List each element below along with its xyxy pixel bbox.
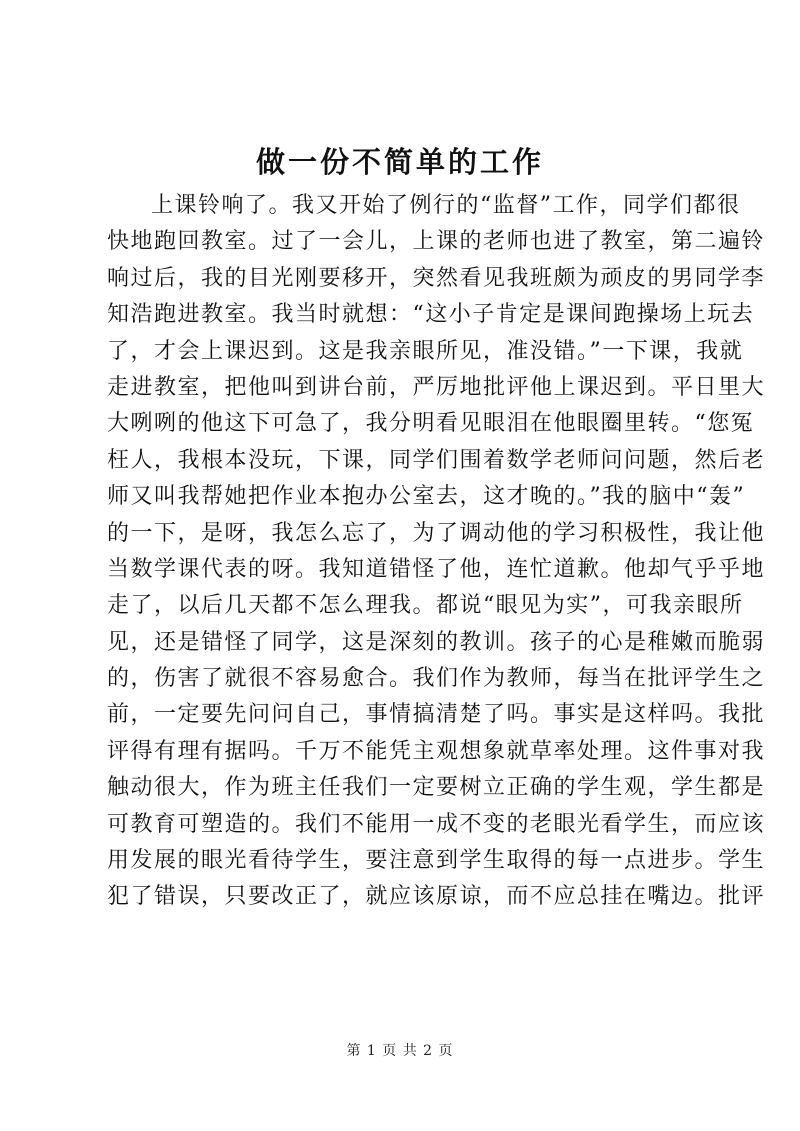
document-title: 做一份不简单的工作 (255, 145, 544, 179)
body-line: 见，还是错怪了同学，这是深刻的教训。孩子的心是稚嫩而脆弱 (107, 629, 766, 655)
body-line: 评得有理有据吗。千万不能凭主观想象就草率处理。这件事对我 (107, 738, 766, 764)
body-line: 用发展的眼光看待学生，要注意到学生取得的每一点进步。学生 (107, 848, 766, 874)
body-line: 上课铃响了。我又开始了例行的“监督”工作，同学们都很 (151, 193, 741, 218)
body-line: 枉人，我根本没玩，下课，同学们围着数学老师问问题，然后老 (107, 447, 766, 473)
body-line: 大咧咧的他这下可急了，我分明看见眼泪在他眼圈里转。“您冤 (107, 411, 755, 437)
body-line: 的一下，是呀，我怎么忘了，为了调动他的学习积极性，我让他 (107, 520, 766, 546)
body-line: 触动很大，作为班主任我们一定要树立正确的学生观，学生都是 (107, 775, 766, 801)
body-line: 响过后，我的目光刚要移开，突然看见我班颇为顽皮的男同学李 (107, 265, 766, 291)
body-line: 的，伤害了就很不容易愈合。我们作为教师，每当在批评学生之 (107, 666, 766, 692)
body-line: 走进教室，把他叫到讲台前，严厉地批评他上课迟到。平日里大 (107, 374, 766, 400)
page-indicator: 第 1 页 共 2 页 (346, 1043, 454, 1059)
body-line: 犯了错误，只要改正了，就应该原谅，而不应总挂在嘴边。批评 (107, 884, 766, 910)
body-line: 师又叫我帮她把作业本抱办公室去，这才晚的。”我的脑中“轰” (107, 484, 746, 510)
body-line: 当数学课代表的呀。我知道错怪了他，连忙道歉。他却气乎乎地 (107, 556, 766, 582)
body-line: 知浩跑进教室。我当时就想：“这小子肯定是课间跑操场上玩去 (107, 302, 755, 328)
document-body (107, 188, 766, 916)
body-line: 了，才会上课迟到。这是我亲眼所见，准没错。”一下课，我就 (107, 338, 744, 364)
body-line: 可教育可塑造的。我们不能用一成不变的老眼光看学生，而应该 (107, 811, 766, 837)
body-line: 前，一定要先问问自己，事情搞清楚了吗。事实是这样吗。我批 (107, 702, 766, 728)
body-line: 快地跑回教室。过了一会儿，上课的老师也进了教室，第二遍铃 (107, 229, 766, 255)
body-line: 走了，以后几天都不怎么理我。都说“眼见为实”，可我亲眼所 (107, 593, 744, 619)
